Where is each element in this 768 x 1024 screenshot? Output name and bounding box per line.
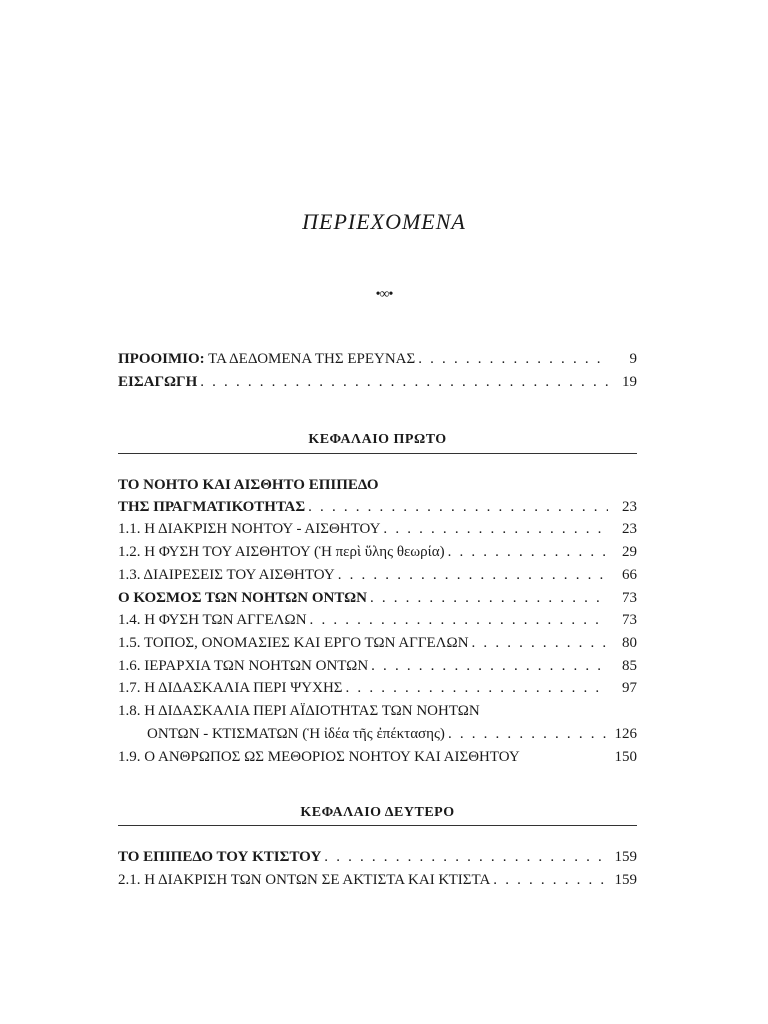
leader-dots	[370, 590, 608, 607]
toc-entry-label: 1.7. Η ΔΙΔΑΣΚΑΛΙΑ ΠΕΡΙ ΨΥΧΗΣ	[118, 680, 343, 696]
toc-entry-page: 29	[622, 544, 637, 560]
toc-entry-label: 1.5. ΤΟΠΟΣ, ΟΝΟΜΑΣΙΕΣ ΚΑΙ ΕΡΓΟ ΤΩΝ ΑΓΓΕΛΩΝ	[118, 635, 469, 651]
toc-entry-page: 9	[629, 351, 637, 367]
chapter-heading: ΚΕΦΑΛΑΙΟ ΔΕΥΤΕΡΟ	[300, 805, 455, 820]
toc-entry-page: 159	[614, 872, 637, 888]
toc-entry[interactable]	[118, 749, 637, 771]
toc-entry-page: 19	[622, 374, 637, 390]
toc-entry-line1[interactable]	[118, 703, 637, 725]
toc-entry-label-bold: ΠΡΟΟΙΜΙΟ:	[118, 351, 205, 367]
toc-entry-page: 23	[622, 499, 637, 515]
toc-entry[interactable]	[118, 658, 637, 680]
chapter-rule	[118, 825, 637, 826]
toc-entry-label: 1.6. ΙΕΡΑΡΧΙΑ ΤΩΝ ΝΟΗΤΩΝ ΟΝΤΩΝ	[118, 658, 369, 674]
toc-entry-page: 85	[622, 658, 637, 674]
toc-entry-page: 66	[622, 567, 637, 583]
toc-entry-page: 150	[614, 749, 637, 765]
leader-dots	[493, 872, 608, 889]
toc-entry-page: 23	[622, 521, 637, 537]
toc-entry-label: ΤΟ ΕΠΙΠΕΔΟ ΤΟΥ ΚΤΙΣΤΟΥ	[118, 849, 322, 865]
toc-entry[interactable]	[118, 849, 637, 871]
leader-dots	[472, 635, 608, 652]
toc-entry-line2[interactable]	[118, 726, 637, 748]
chapter-rule	[118, 453, 637, 454]
toc-entry-page: 97	[622, 680, 637, 696]
toc-entry[interactable]	[118, 612, 637, 634]
toc-entry-page: 80	[622, 635, 637, 651]
toc-entry-label: 2.1. Η ΔΙΑΚΡΙΣΗ ΤΩΝ ΟΝΤΩΝ ΣΕ ΑΚΤΙΣΤΑ ΚΑΙ ΚΤΙΣΤΑ	[118, 872, 491, 888]
toc-entry[interactable]	[118, 635, 637, 657]
toc-entry[interactable]	[118, 521, 637, 543]
toc-entry-label: Ο ΚΟΣΜΟΣ ΤΩΝ ΝΟΗΤΩΝ ΟΝΤΩΝ	[118, 590, 367, 606]
toc-entry[interactable]	[118, 567, 637, 589]
section-title	[118, 477, 637, 499]
chapter-heading: ΚΕΦΑΛΑΙΟ ΠΡΩΤΟ	[308, 432, 447, 447]
toc-entry[interactable]	[118, 590, 637, 612]
leader-dots	[346, 680, 608, 697]
toc-entry-section[interactable]	[118, 499, 637, 521]
toc-entry-label: ΤΑ ΔΕΔΟΜΕΝΑ ΤΗΣ ΕΡΕΥΝΑΣ	[204, 351, 416, 367]
toc-entry-label: 1.3. ΔΙΑΙΡΕΣΕΙΣ ΤΟΥ ΑΙΣΘΗΤΟΥ	[118, 567, 335, 583]
toc-entry-label: 1.4. Η ΦΥΣΗ ΤΩΝ ΑΓΓΕΛΩΝ	[118, 612, 307, 628]
toc-entry[interactable]	[118, 872, 637, 894]
toc-entry-label: 1.2. Η ΦΥΣΗ ΤΟΥ ΑΙΣΘΗΤΟΥ (Ἡ περὶ ὕλης θεωρία)	[118, 544, 445, 560]
leader-dots	[324, 849, 608, 866]
toc-entry-prooimio[interactable]	[118, 351, 637, 373]
section-title-line2: ΤΗΣ ΠΡΑΓΜΑΤΙΚΟΤΗΤΑΣ	[118, 499, 306, 515]
page-title: ΠΕΡΙΕΧΟΜΕΝΑ	[302, 209, 466, 234]
toc-entry-label: 1.1. Η ΔΙΑΚΡΙΣΗ ΝΟΗΤΟΥ - ΑΙΣΘΗΤΟΥ	[118, 521, 381, 537]
toc-entry-label: 1.9. Ο ΑΝΘΡΩΠΟΣ ΩΣ ΜΕΘΟΡΙΟΣ ΝΟΗΤΟΥ ΚΑΙ ΑΙΣΘΗΤΟΥ	[118, 749, 520, 765]
toc-entry-label: 1.8. Η ΔΙΔΑΣΚΑΛΙΑ ΠΕΡΙ ΑΪΔΙΟΤΗΤΑΣ ΤΩΝ ΝΟΗΤΩΝ	[118, 703, 480, 719]
toc-entry-page: 73	[622, 590, 637, 606]
leader-dots	[448, 726, 608, 743]
toc-entry-page: 159	[614, 849, 637, 865]
leader-dots	[418, 351, 608, 368]
leader-dots	[308, 499, 608, 516]
toc-entry-page: 126	[614, 726, 637, 742]
ornament: •∞•	[375, 287, 393, 302]
toc-entry-label-bold: ΕΙΣΑΓΩΓΗ	[118, 374, 198, 390]
toc-entry[interactable]	[118, 680, 637, 702]
leader-dots	[383, 521, 608, 538]
leader-dots	[310, 612, 608, 629]
toc-entry[interactable]	[118, 544, 637, 566]
leader-dots	[200, 374, 608, 391]
toc-entry-eisagogi[interactable]	[118, 374, 637, 396]
leader-dots	[448, 544, 608, 561]
toc-entry-label: ΟΝΤΩΝ - ΚΤΙΣΜΑΤΩΝ (Ἡ ἰδέα τῆς ἐπέκτασης)	[147, 726, 445, 742]
leader-dots	[338, 567, 608, 584]
toc-entry-page: 73	[622, 612, 637, 628]
section-title-line1: ΤΟ ΝΟΗΤΟ ΚΑΙ ΑΙΣΘΗΤΟ ΕΠΙΠΕΔΟ	[118, 477, 379, 493]
leader-dots	[371, 658, 608, 675]
